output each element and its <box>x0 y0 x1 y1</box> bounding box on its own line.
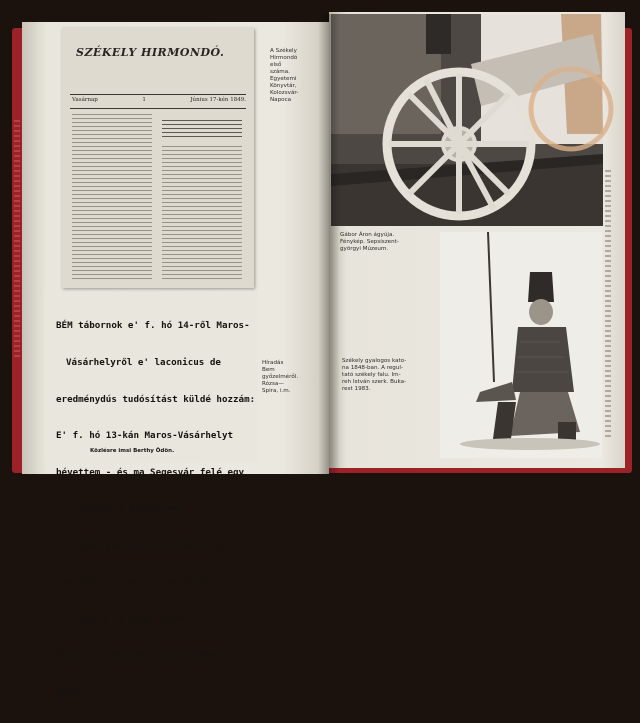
newspaper-issue-label: Vasárnap <box>72 97 98 103</box>
proclamation-line: bévettem - és ma Segesvár felé egy <box>56 466 245 478</box>
right-edge-text <box>605 170 611 440</box>
proclamation-text <box>56 296 258 723</box>
proclamation-line: gyors és nagy leend. <box>80 613 191 625</box>
proclamation-line: E' f. hó 13-kán Maros-Vásárhelyt <box>56 430 234 442</box>
proclamation-line: günk! <box>56 686 84 698</box>
newspaper-clipping <box>62 28 254 288</box>
newspaper-rule <box>70 94 246 95</box>
newspaper-meta <box>72 97 246 103</box>
book-gutter-shadow <box>318 14 340 474</box>
newspaper-title: SZÉKELY HIRMONDÓ. <box>76 46 225 59</box>
cannon-photo <box>331 14 603 226</box>
proclamation-line: Vásárhelyről e' laconicus de <box>66 357 221 369</box>
proclamation-clipping <box>44 292 258 698</box>
proclamation-footer: Közlésre imsi Berthy Ödön. <box>90 448 175 454</box>
soldier-image <box>440 232 602 458</box>
soldier-drawing <box>440 232 602 458</box>
newspaper-issue-number: 1 <box>142 97 146 103</box>
proclamation-line: eredménydús tudósítást küldé hozzám: <box>56 393 256 405</box>
newspaper-text-column <box>72 114 152 282</box>
proclamation-line: A' Székelyek minden oldalról se- <box>56 540 234 552</box>
proclamation-line: csapatot küldöttem. <box>80 503 186 515</box>
proclamation-line: reglenek hozzám - Győzelmünk <box>56 576 211 588</box>
soldier-caption: Székely gyalogos kato- na 1848-ban. A regul- tató székely falu. Im- reh István szerk. Buka- rest 1983. <box>342 358 407 392</box>
newspaper-caption: A Székely Hirmondó első száma. Egyetemi Könyvtár, Kolozsvár- Napoca <box>270 48 299 103</box>
proclamation-line: Éljen a' Táborok! éljen Hadser- <box>56 649 228 661</box>
cover-edge-text <box>14 120 20 360</box>
newspaper-text-column <box>162 120 242 140</box>
cannon-caption: Gábor Áron ágyúja. Fénykép. Sepsiszent- györgyi Múzeum. <box>340 232 399 252</box>
cannon-wheel-image <box>331 14 603 226</box>
proclamation-line: BÉM tábornok e' f. hó 14-ről Maros- <box>56 320 250 332</box>
newspaper-date: Június 17-kén 1849. <box>190 97 246 103</box>
newspaper-text-column <box>162 146 242 282</box>
proclamation-caption: Híradás Bem győzelméről. Rózsa— Spira, i.m. <box>262 360 299 394</box>
newspaper-rule <box>70 108 246 109</box>
